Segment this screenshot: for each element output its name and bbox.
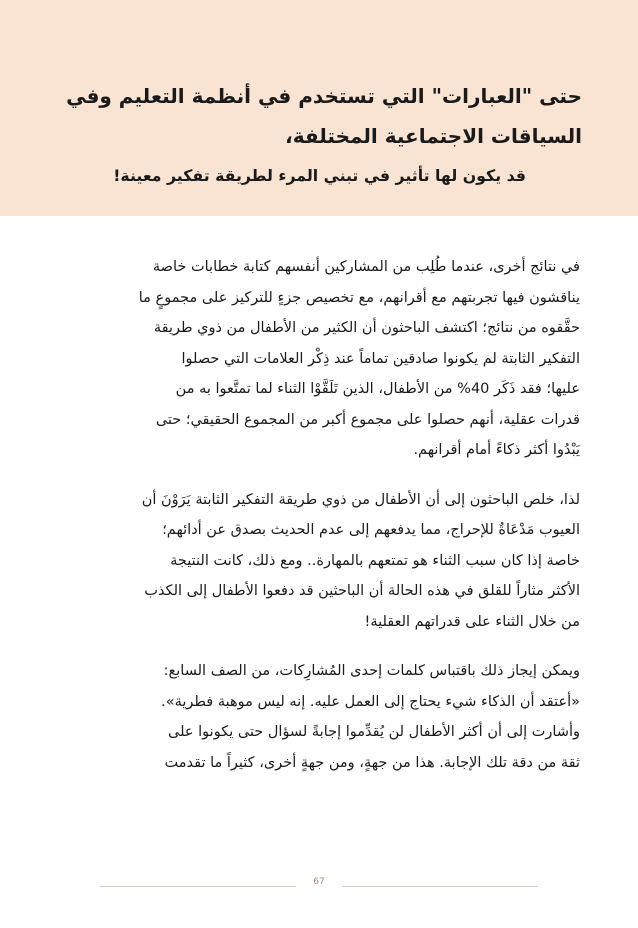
paragraph <box>58 656 580 778</box>
page-footer <box>0 872 638 902</box>
text-line: في نتائج أخرى، عندما طُلِب من المشاركين أنفسهم كتابة خطابات خاصة <box>152 259 580 275</box>
footer-divider-right <box>342 886 538 887</box>
text-line: يَبْدُوا أكثر ذكاءً أمام أقرانهم. <box>413 442 580 458</box>
text-line: يناقشون فيها تجربتهم مع أقرانهم، مع تخصيص جزءٍ للتركيز على مجموعٍ ما <box>138 289 580 306</box>
text-line: وأشارت إلى أن أكثر الأطفال لن يُقدِّموا إجابةً لسؤال حتى يكونوا على <box>168 724 580 740</box>
callout-line: حتى "العبارات" التي تستخدم في أنظمة التعليم وفي <box>66 84 582 108</box>
text-line: ثقة من دقة تلك الإجابة. هذا من جهةٍ، ومن جهةٍ أخرى، كثيراً ما تقدمت <box>164 754 580 771</box>
text-line: من خلال الثناء على قدراتهم العقلية! <box>364 613 580 630</box>
callout-text <box>56 76 582 196</box>
paragraph <box>58 252 580 466</box>
text-line: التفكير الثابتة لم يكونوا صادقين تماماً عند ذِكْر العلامات التي حصلوا <box>181 350 580 367</box>
callout-line: السياقات الاجتماعية المختلفة، <box>285 124 582 148</box>
text-line: لذا، خلص الباحثون إلى أن الأطفال من ذوي طريقة التفكير الثابتة يَرَوْنَ أن <box>141 491 580 508</box>
text-line: ويمكن إيجاز ذلك باقتباس كلمات إحدى المُشارِكات، من الصف السابع: <box>163 663 580 679</box>
text-line: عليها؛ فقد ذَكَر 40% من الأطفال، الذين تَلَقَّوْا الثناء لما تمتَّعوا به من <box>175 381 580 397</box>
paragraph <box>58 485 580 638</box>
text-line: العيوب مَدْعَاةٌ للإحراج، مما يدفعهم إلى عدم الحديث بصدق عن أدائهم؛ <box>162 522 580 538</box>
text-line: حقَّقوه من نتائج؛ اكتشف الباحثون أن الكثير من الأطفال من ذوي طريقة <box>153 320 580 336</box>
callout-line: قد يكون لها تأثير في تبني المرء لطريقة تفكير معينة! <box>113 166 526 185</box>
footer-divider-left <box>100 886 296 887</box>
text-line: خاصة إذا كان سبب الثناء هو تمتعهم بالمهارة.. ومع ذلك، كانت النتيجة <box>170 552 580 569</box>
text-line: «أعتقد أن الذكاء شيء يحتاج إلى العمل عليه. إنه ليس موهبة فطرية». <box>161 693 580 710</box>
body-text <box>58 252 580 797</box>
highlight-callout-box <box>0 0 638 216</box>
page-number: 67 <box>313 877 325 887</box>
text-line: الأكثر مثاراً للقلق في هذه الحالة أن الباحثين قد دفعوا الأطفال إلى الكذب <box>144 583 580 599</box>
text-line: قدرات عقلية، أنهم حصلوا على مجموع أكبر من المجموع الحقيقي؛ حتى <box>155 411 580 428</box>
